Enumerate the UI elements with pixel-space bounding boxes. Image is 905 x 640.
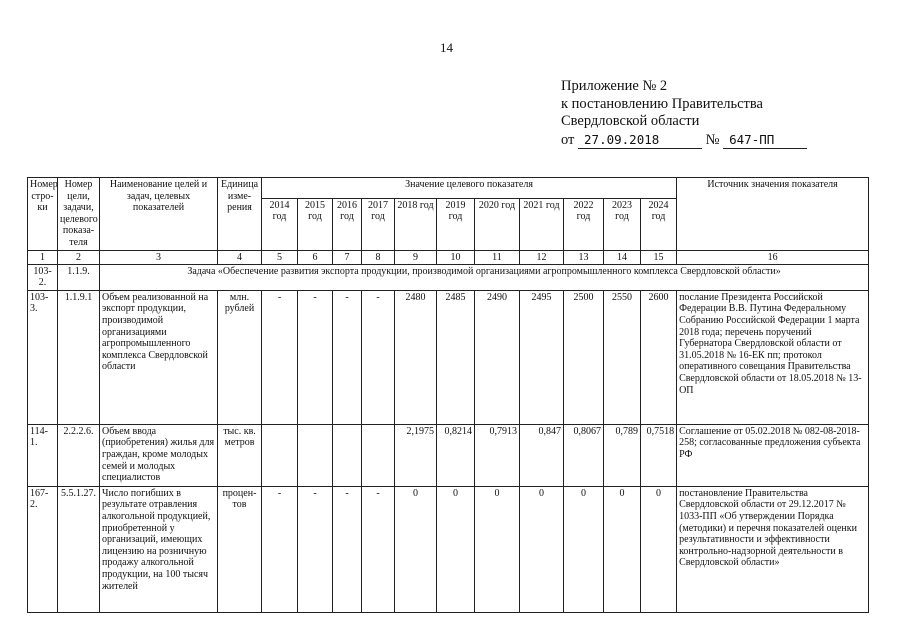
indicator-source: постановление Правительства Свердловской области от 29.12.2017 № 1033-ПП «Об утверждении Порядка (методики) и перечня показателей оценки результативности и эффективности контрольно-надзорной деятельности в Свердловской области»	[677, 486, 869, 612]
header-name: Наименование целей и задач, целевых показателей	[100, 178, 218, 251]
year-value: 0	[641, 486, 677, 612]
year-value: 0,8214	[437, 424, 475, 486]
task-goal-number: 1.1.9.	[58, 264, 100, 290]
year-value: 2480	[395, 290, 437, 424]
column-number: 7	[333, 250, 362, 264]
column-number: 13	[564, 250, 604, 264]
page-number: 14	[440, 40, 453, 55]
indicator-name: Объем реализованной на экспорт продукции, производимой организациями агропромышленного комплекса Свердловской области	[100, 290, 218, 424]
resolution-number: 647-ПП	[723, 131, 807, 150]
column-number: 10	[437, 250, 475, 264]
indicator-unit: тыс. кв. метров	[218, 424, 262, 486]
year-value: -	[298, 486, 333, 612]
header-year: 2023 год	[604, 198, 641, 250]
year-value: -	[262, 290, 298, 424]
goal-number: 1.1.9.1	[58, 290, 100, 424]
year-value: 0	[564, 486, 604, 612]
number-prefix: №	[705, 131, 720, 148]
year-value	[333, 424, 362, 486]
header-row-number: Номер стро-ки	[28, 178, 58, 251]
year-value: 2500	[564, 290, 604, 424]
table-row	[28, 290, 869, 424]
indicator-name: Объем ввода (приобретения) жилья для граждан, кроме молодых семей и молодых специалистов	[100, 424, 218, 486]
header-year: 2018 год	[395, 198, 437, 250]
appendix-title: Приложение № 2	[561, 78, 668, 94]
header-year: 2016 год	[333, 198, 362, 250]
year-value: -	[362, 290, 395, 424]
header-values-group: Значение целевого показателя	[262, 178, 677, 199]
column-number: 2	[58, 250, 100, 264]
column-number: 16	[677, 250, 869, 264]
table-row	[28, 424, 869, 486]
column-number: 1	[28, 250, 58, 264]
year-value: 0,789	[604, 424, 641, 486]
year-value: -	[333, 486, 362, 612]
header-year: 2021 год	[520, 198, 564, 250]
year-value: 0	[520, 486, 564, 612]
indicator-name: Число погибших в результате отравления алкогольной продукцией, приобретенной у организаций, имеющих лицензию на розничную продажу алкогольной продукции, на 100 тысяч жителей	[100, 486, 218, 612]
header-year: 2022 год	[564, 198, 604, 250]
task-row-number: 103-2.	[28, 264, 58, 290]
date-prefix: от	[561, 131, 575, 148]
year-value	[262, 424, 298, 486]
indicators-table	[27, 177, 869, 613]
year-value: 2,1975	[395, 424, 437, 486]
year-value: 0,847	[520, 424, 564, 486]
table-header-row	[28, 178, 869, 199]
table-row	[28, 486, 869, 612]
header-year: 2020 год	[475, 198, 520, 250]
year-value: 2600	[641, 290, 677, 424]
year-value: -	[298, 290, 333, 424]
column-number: 14	[604, 250, 641, 264]
task-text: Задача «Обеспечение развития экспорта продукции, производимой организациями агропромышленного комплекса Свердловской области»	[100, 264, 869, 290]
row-number: 103-3.	[28, 290, 58, 424]
header-year: 2015 год	[298, 198, 333, 250]
appendix-line: Свердловской области	[561, 113, 700, 129]
indicator-source: послание Президента Российской Федерации В.В. Путина Федеральному Собранию Российской Федерации 1 марта 2018 года; перечень поручений Губернатора Свердловской области от 31.05.2018 № 16-ЕК пп; протокол оперативного совещания Правительства Свердловской области от 18.05.2018 № 13-ОП	[677, 290, 869, 424]
year-value: 0	[437, 486, 475, 612]
column-number: 4	[218, 250, 262, 264]
header-year: 2017 год	[362, 198, 395, 250]
task-row	[28, 264, 869, 290]
header-year: 2019 год	[437, 198, 475, 250]
year-value: 0	[604, 486, 641, 612]
column-number: 15	[641, 250, 677, 264]
goal-number: 5.5.1.27.	[58, 486, 100, 612]
column-number: 11	[475, 250, 520, 264]
column-number: 3	[100, 250, 218, 264]
appendix-header	[561, 78, 807, 149]
header-year: 2024 год	[641, 198, 677, 250]
year-value: 2485	[437, 290, 475, 424]
resolution-date: 27.09.2018	[578, 131, 702, 150]
year-value: -	[362, 486, 395, 612]
header-unit: Единица изме-рения	[218, 178, 262, 251]
column-number: 9	[395, 250, 437, 264]
header-source: Источник значения показателя	[677, 178, 869, 251]
year-value: 0,7913	[475, 424, 520, 486]
year-value	[362, 424, 395, 486]
year-value: 0,8067	[564, 424, 604, 486]
column-number: 8	[362, 250, 395, 264]
year-value: 0,7518	[641, 424, 677, 486]
appendix-line: к постановлению Правительства	[561, 95, 763, 112]
column-numbers-row	[28, 250, 869, 264]
row-number: 114-1.	[28, 424, 58, 486]
year-value: 2490	[475, 290, 520, 424]
year-value: 0	[475, 486, 520, 612]
indicator-source: Соглашение от 05.02.2018 № 082-08-2018-258; согласованные предложения субъекта РФ	[677, 424, 869, 486]
indicator-unit: млн. рублей	[218, 290, 262, 424]
appendix-date-line	[561, 131, 807, 150]
column-number: 6	[298, 250, 333, 264]
goal-number: 2.2.2.6.	[58, 424, 100, 486]
row-number: 167-2.	[28, 486, 58, 612]
indicator-unit: процен-тов	[218, 486, 262, 612]
column-number: 12	[520, 250, 564, 264]
column-number: 5	[262, 250, 298, 264]
year-value: -	[262, 486, 298, 612]
year-value: -	[333, 290, 362, 424]
year-value	[298, 424, 333, 486]
year-value: 2550	[604, 290, 641, 424]
header-goal-number: Номер цели, задачи, целевого показа-теля	[58, 178, 100, 251]
year-value: 2495	[520, 290, 564, 424]
year-value: 0	[395, 486, 437, 612]
header-year: 2014 год	[262, 198, 298, 250]
